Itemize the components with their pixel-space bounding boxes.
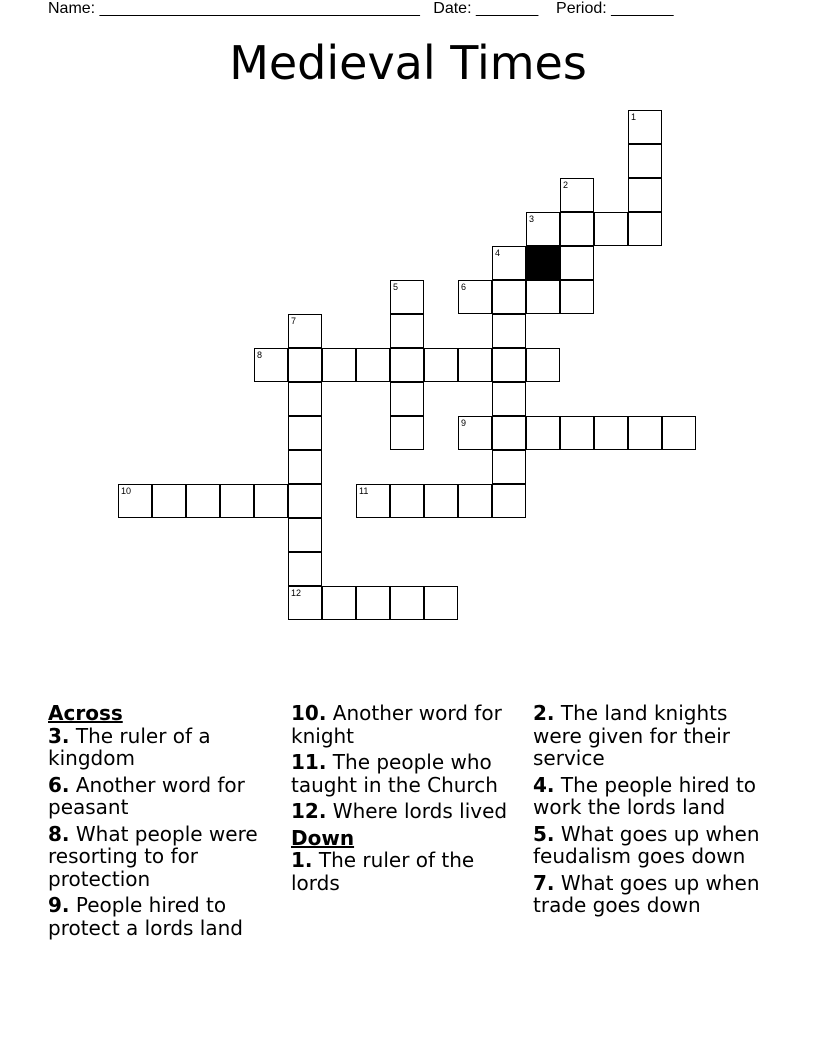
grid-cell[interactable] <box>356 586 390 620</box>
clue-number: 7 <box>291 316 297 326</box>
grid-cell[interactable] <box>288 484 322 518</box>
clue-across-12: 12. Where lords lived <box>291 799 508 823</box>
grid-cell[interactable] <box>118 484 152 518</box>
grid-cell[interactable] <box>628 416 662 450</box>
grid-cell[interactable] <box>424 348 458 382</box>
grid-cell[interactable] <box>288 586 322 620</box>
grid-cell[interactable] <box>560 178 594 212</box>
clue-number: 11 <box>359 486 369 496</box>
across-heading: Across <box>48 701 123 725</box>
grid-cell[interactable] <box>492 246 526 280</box>
clue-down-7: 7. What goes up when trade goes down <box>533 870 760 917</box>
clue-across-11: 11. The people who taught in the Church <box>291 750 498 797</box>
grid-cell[interactable] <box>492 382 526 416</box>
grid-cell[interactable] <box>390 382 424 416</box>
grid-cell[interactable] <box>356 348 390 382</box>
grid-cell[interactable] <box>288 382 322 416</box>
grid-cell[interactable] <box>254 484 288 518</box>
grid-cell[interactable] <box>186 484 220 518</box>
clue-number: 10 <box>121 486 132 496</box>
grid-cell[interactable] <box>594 212 628 246</box>
grid-cell[interactable] <box>628 144 662 178</box>
grid-cell[interactable] <box>322 586 356 620</box>
grid-cell[interactable] <box>288 416 322 450</box>
grid-cell[interactable] <box>322 348 356 382</box>
grid-cell[interactable] <box>560 246 594 280</box>
clue-down-2: 2. The land knights were given for their service <box>533 701 730 770</box>
clue-column-3 <box>533 702 765 921</box>
clue-number: 9 <box>461 418 467 428</box>
grid-cell[interactable] <box>492 348 526 382</box>
grid-cell[interactable] <box>526 280 560 314</box>
clue-across-9: 9. People hired to protect a lords land <box>48 893 243 940</box>
clue-down-1: 1. The ruler of the lords <box>291 848 475 895</box>
grid-cell[interactable] <box>492 484 526 518</box>
worksheet-header <box>48 0 768 20</box>
grid-cell[interactable] <box>628 110 662 144</box>
clue-number: 3 <box>529 214 535 224</box>
period-field[interactable]: Period: _______ <box>556 0 674 17</box>
clue-column-1 <box>48 702 280 943</box>
grid-cell[interactable] <box>254 348 288 382</box>
grid-cell[interactable] <box>458 348 492 382</box>
grid-cell[interactable] <box>458 416 492 450</box>
grid-cell[interactable] <box>288 450 322 484</box>
clue-down-5: 5. What goes up when feudalism goes down <box>533 821 760 868</box>
grid-cell[interactable] <box>492 280 526 314</box>
grid-cell[interactable] <box>424 586 458 620</box>
clue-across-3: 3. The ruler of a kingdom <box>48 723 211 770</box>
clue-down-4: 4. The people hired to work the lords land <box>533 772 757 819</box>
grid-cell[interactable] <box>492 450 526 484</box>
page-title: Medieval Times <box>229 36 587 90</box>
black-square <box>526 246 560 280</box>
clue-number: 6 <box>461 282 467 292</box>
grid-cell[interactable] <box>220 484 254 518</box>
name-field[interactable]: Name: ____________________________________ <box>48 0 420 17</box>
clue-number: 5 <box>393 282 399 292</box>
grid-cell[interactable] <box>458 484 492 518</box>
grid-cell[interactable] <box>288 552 322 586</box>
grid-cell[interactable] <box>526 212 560 246</box>
grid-cell[interactable] <box>492 416 526 450</box>
clue-number: 2 <box>563 180 569 190</box>
grid-cell[interactable] <box>424 484 458 518</box>
grid-cell[interactable] <box>560 212 594 246</box>
grid-cell[interactable] <box>390 586 424 620</box>
grid-cell[interactable] <box>390 348 424 382</box>
grid-cell[interactable] <box>288 348 322 382</box>
grid-cell[interactable] <box>526 416 560 450</box>
grid-cell[interactable] <box>390 314 424 348</box>
grid-cell[interactable] <box>356 484 390 518</box>
grid-cell[interactable] <box>594 416 628 450</box>
clue-across-10: 10. Another word for knight <box>291 701 502 748</box>
grid-cell[interactable] <box>662 416 696 450</box>
grid-cell[interactable] <box>628 178 662 212</box>
clue-number: 1 <box>631 112 637 122</box>
down-heading: Down <box>291 825 355 850</box>
grid-cell[interactable] <box>628 212 662 246</box>
grid-cell[interactable] <box>288 314 322 348</box>
clue-column-2 <box>291 702 523 898</box>
grid-cell[interactable] <box>152 484 186 518</box>
clue-across-6: 6. Another word for peasant <box>48 772 245 819</box>
grid-cell[interactable] <box>560 280 594 314</box>
grid-cell[interactable] <box>526 348 560 382</box>
grid-cell[interactable] <box>390 416 424 450</box>
date-field[interactable]: Date: _______ <box>433 0 539 17</box>
grid-cell[interactable] <box>458 280 492 314</box>
clue-number: 4 <box>495 248 501 258</box>
grid-cell[interactable] <box>390 484 424 518</box>
grid-cell[interactable] <box>288 518 322 552</box>
clue-across-8: 8. What people were resorting to for protection <box>48 821 258 891</box>
grid-cell[interactable] <box>492 314 526 348</box>
grid-cell[interactable] <box>390 280 424 314</box>
clue-number: 8 <box>257 350 263 360</box>
grid-cell[interactable] <box>560 416 594 450</box>
clue-number: 12 <box>291 588 302 598</box>
